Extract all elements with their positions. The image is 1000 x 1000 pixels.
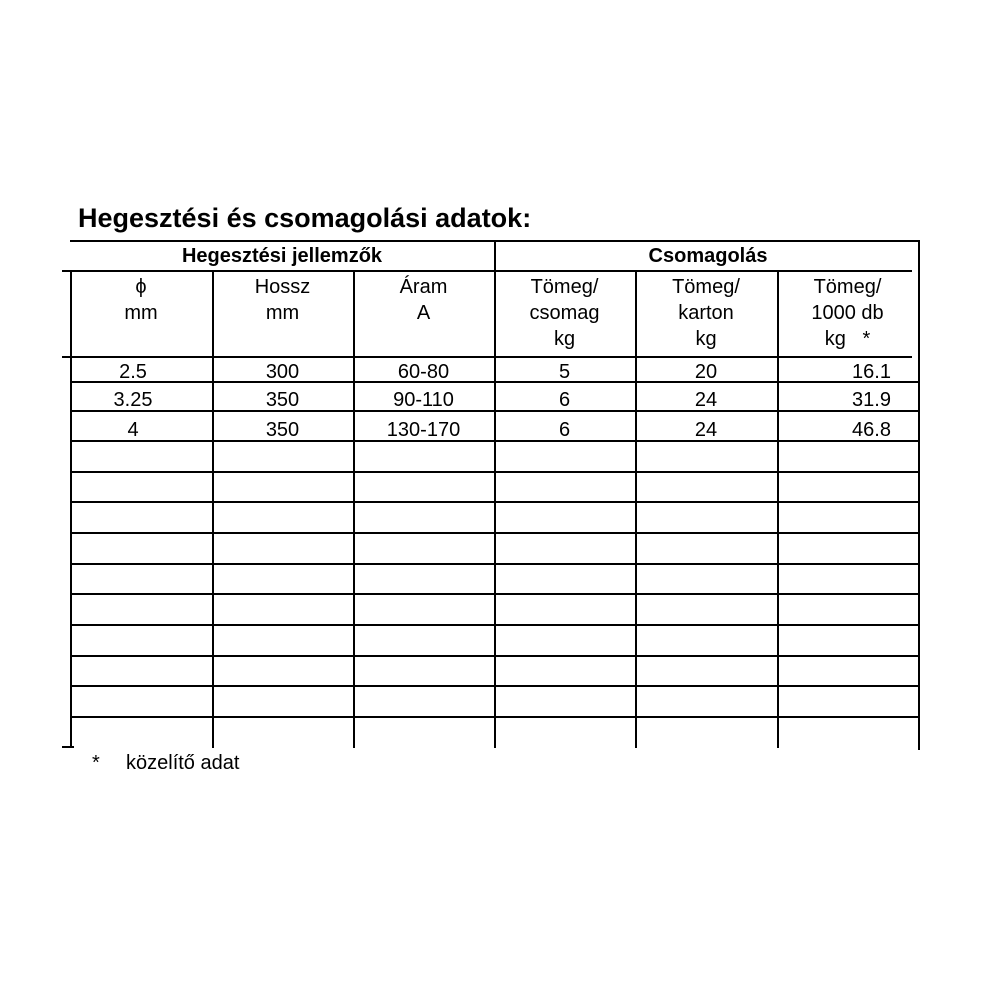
table-cell: 130-170 [386, 419, 461, 441]
table-cell: 46.8 [852, 419, 891, 441]
table-cell: 90-110 [393, 389, 454, 411]
column-header [494, 274, 635, 352]
column-header-line: 1000 db [811, 302, 884, 324]
footnote [92, 752, 239, 775]
table-cell: 24 [694, 419, 718, 441]
page-title: Hegesztési és csomagolási adatok: [78, 203, 532, 233]
table-cell: 2.5 [119, 361, 147, 383]
column-header [635, 274, 777, 352]
column-header-line: Tömeg/ [813, 276, 882, 298]
column-header-line: kg [553, 328, 576, 350]
column-header-line: kg * [824, 328, 871, 350]
table-column-divider [212, 270, 214, 748]
group-header-packaging: Csomagolás [648, 245, 768, 267]
table-cell: 6 [558, 389, 571, 411]
column-header-line: A [416, 302, 431, 324]
table-cell: 350 [265, 389, 300, 411]
column-header-line: karton [678, 302, 734, 324]
column-header [777, 274, 918, 352]
data-table [62, 240, 920, 750]
table-cell: 5 [558, 361, 571, 383]
table-group-divider [62, 270, 912, 272]
table-cell: 350 [265, 419, 300, 441]
table-cell: 4 [127, 419, 139, 441]
table-border-right [918, 240, 920, 750]
table-cell: 16.1 [852, 361, 891, 383]
column-header [212, 274, 353, 326]
table-column-divider [353, 270, 355, 748]
table-cell: 3.25 [113, 389, 153, 411]
table-bottom-tick [62, 746, 74, 748]
column-header-line: ϕ [135, 276, 147, 298]
table-cell: 60-80 [397, 361, 450, 383]
column-header-line: Tömeg/ [530, 276, 599, 298]
column-header-line: Áram [399, 276, 448, 298]
table-cell: 31.9 [852, 389, 891, 411]
footnote-mark: * [92, 752, 100, 774]
table-header-divider [62, 356, 912, 358]
group-header-welding: Hegesztési jellemzők [181, 245, 383, 267]
table-cell: 300 [265, 361, 300, 383]
column-header-line: kg [695, 328, 717, 350]
table-cell: 24 [694, 389, 718, 411]
column-header [70, 274, 212, 326]
table-cell: 20 [694, 361, 718, 383]
column-header [353, 274, 494, 326]
column-header-line: Tömeg/ [672, 276, 740, 298]
column-header-line: mm [265, 302, 300, 324]
column-header-line: csomag [529, 302, 600, 324]
table-cell: 6 [558, 419, 571, 441]
column-header-line: mm [124, 302, 158, 324]
footnote-text: közelítő adat [126, 752, 240, 774]
column-header-line: Hossz [254, 276, 311, 298]
table-border-left [70, 270, 72, 748]
